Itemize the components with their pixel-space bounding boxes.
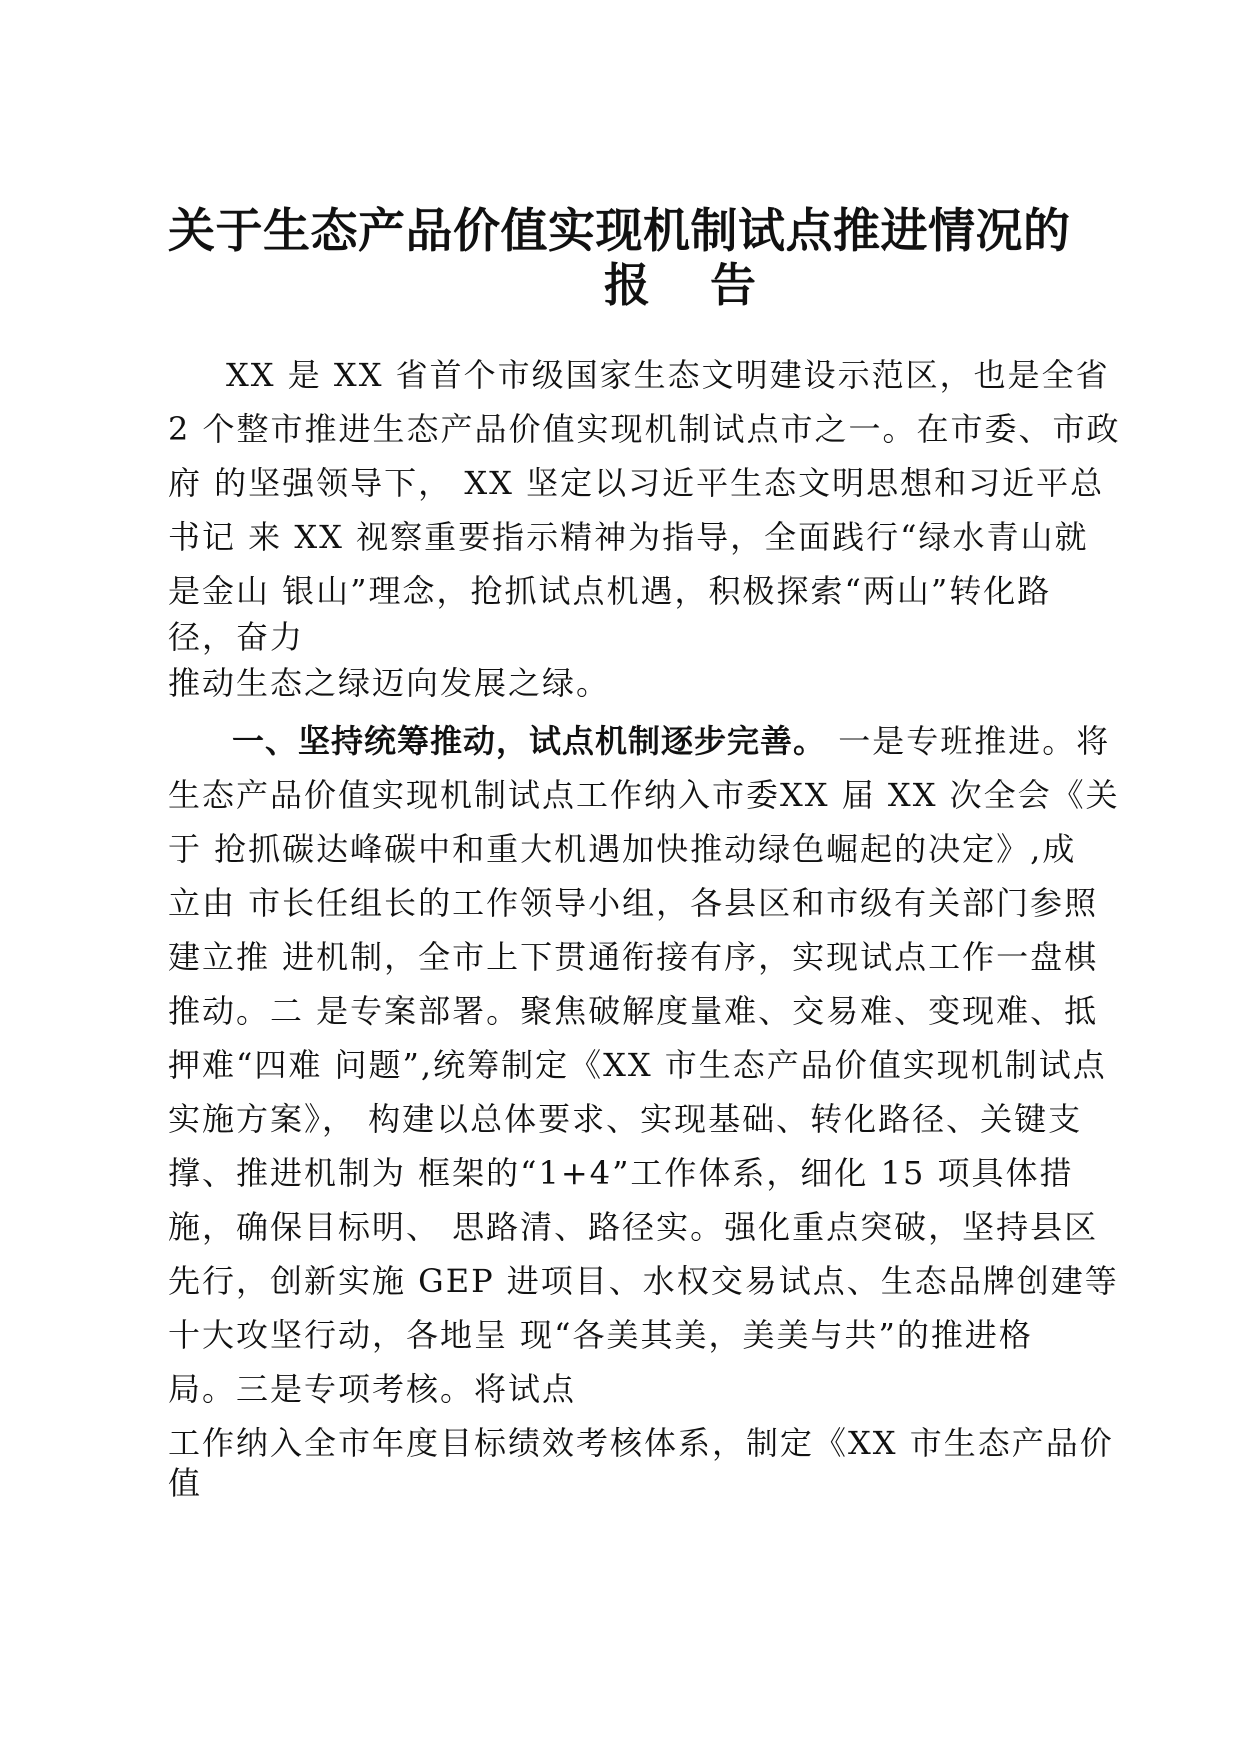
- section-1-line-5: 推动。二 是专案部署。聚焦破解度量难、交易难、变现难、抵: [168, 992, 1099, 1030]
- section-1-line-4: 建立推 进机制，全市上下贯通衔接有序，实现试点工作一盘棋: [168, 938, 1099, 976]
- paragraph-1-line-1: XX 是 XX 省首个市级国家生态文明建设示范区，也是全省: [226, 356, 1110, 394]
- document-title-line-2: 报 告: [604, 258, 779, 312]
- section-1-line-11: 十大攻坚行动，各地呈 现“各美其美，美美与共”的推进格: [168, 1316, 1033, 1354]
- section-1-line-12: 局。三是专项考核。将试点: [168, 1370, 577, 1408]
- paragraph-1-line-7: 推动生态之绿迈向发展之绿。: [168, 664, 611, 702]
- document-title-line-1: 关于生态产品价值实现机制试点推进情况的: [168, 204, 1071, 259]
- paragraph-1-line-5: 是金山 银山”理念，抢抓试点机遇，积极探索“两山”转化路: [168, 572, 1052, 610]
- section-1-line-9: 施，确保目标明、 思路清、路径实。强化重点突破，坚持县区: [168, 1208, 1099, 1246]
- paragraph-1-line-3: 府 的坚强领导下， XX 坚定以习近平生态文明思想和习近平总: [168, 464, 1105, 502]
- section-1-first-line-rest: 一是专班推进。将: [826, 722, 1111, 760]
- paragraph-1-line-6: 径，奋力: [168, 618, 305, 656]
- section-1-line-10: 先行，创新实施 GEP 进项目、水权交易试点、生态品牌创建等: [168, 1262, 1119, 1300]
- section-1-line-6: 押难“四难 问题”,统筹制定《XX 市生态产品价值实现机制试点: [168, 1046, 1107, 1084]
- section-1-line-2: 于 抢抓碳达峰碳中和重大机遇加快推动绿色崛起的决定》,成: [168, 830, 1077, 868]
- section-1-heading: 一、坚持统筹推动，试点机制逐步完善。: [232, 722, 827, 760]
- section-1-line-7: 实施方案》， 构建以总体要求、实现基础、转化路径、关键支: [168, 1100, 1083, 1138]
- section-1-line-13: 工作纳入全市年度目标绩效考核体系，制定《XX 市生态产品价: [168, 1424, 1114, 1462]
- section-1-line-8: 撑、推进机制为 框架的“1+4”工作体系，细化 15 项具体措: [168, 1154, 1074, 1192]
- section-1-first-line: [232, 722, 1111, 760]
- section-1-line-3: 立由 市长任组长的工作领导小组，各县区和市级有关部门参照: [168, 884, 1099, 922]
- section-1-line-1: 生态产品价值实现机制试点工作纳入市委XX 届 XX 次全会《关: [168, 776, 1120, 814]
- paragraph-1-line-2: 2 个整市推进生态产品价值实现机制试点市之一。在市委、市政: [168, 410, 1121, 448]
- paragraph-1-line-4: 书记 来 XX 视察重要指示精神为指导，全面践行“绿水青山就: [168, 518, 1089, 556]
- section-1-line-14: 值: [168, 1464, 203, 1502]
